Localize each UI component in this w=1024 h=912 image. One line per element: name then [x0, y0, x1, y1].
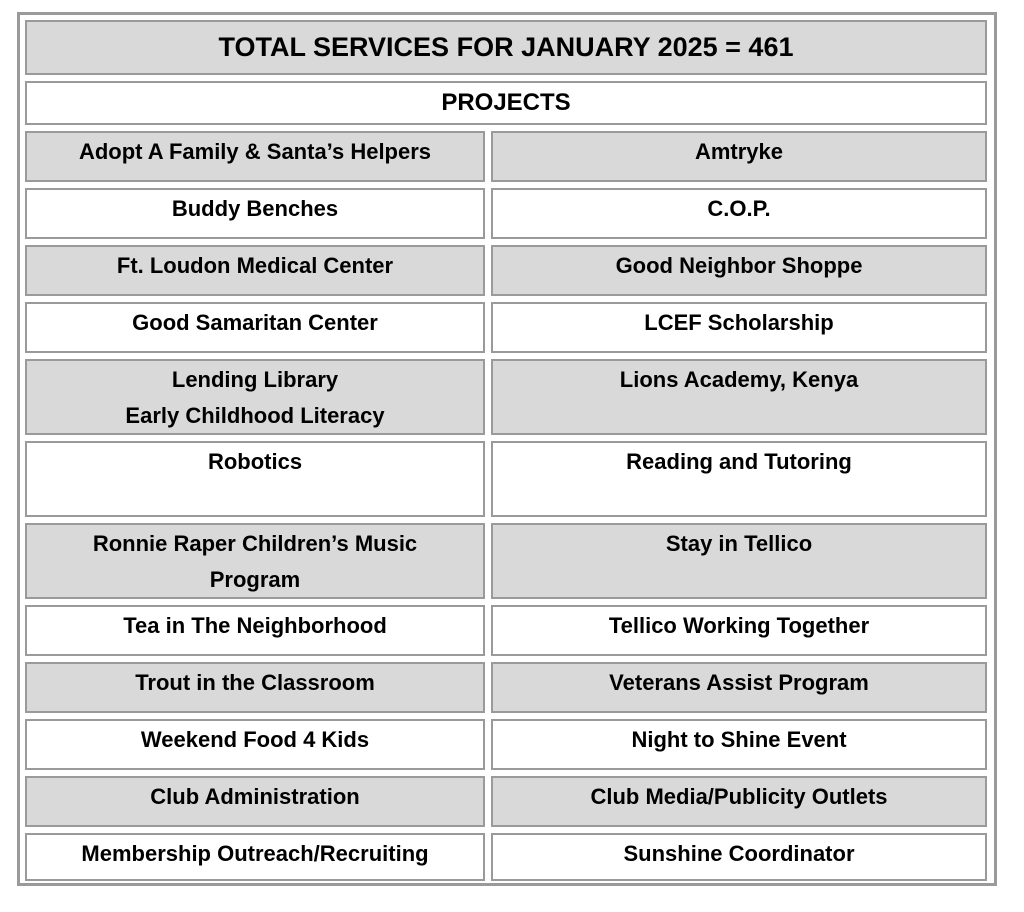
project-name: Lions Academy, Kenya — [619, 367, 859, 392]
project-name: Good Neighbor Shoppe — [615, 253, 863, 278]
project-cell — [491, 359, 987, 435]
project-name: Night to Shine Event — [631, 727, 847, 752]
project-name: Amtryke — [694, 139, 784, 164]
project-cell — [25, 302, 485, 353]
project-cell — [25, 523, 485, 599]
project-name: Sunshine Coordinator — [623, 841, 855, 866]
project-name: Club Media/Publicity Outlets — [590, 784, 888, 809]
project-cell — [25, 188, 485, 239]
project-cell — [25, 833, 485, 881]
project-cell — [491, 719, 987, 770]
project-cell — [491, 245, 987, 296]
project-name: Stay in Tellico — [665, 531, 813, 556]
project-name: C.O.P. — [707, 196, 771, 221]
project-name: Lending Library — [171, 367, 339, 392]
project-name: LCEF Scholarship — [644, 310, 834, 335]
project-name: Club Administration — [150, 784, 360, 809]
project-name: Adopt A Family & Santa’s Helpers — [78, 139, 432, 164]
project-cell — [25, 776, 485, 827]
project-cell — [491, 833, 987, 881]
project-name: Ronnie Raper Children’s Music — [92, 531, 418, 556]
project-name: Ft. Loudon Medical Center — [116, 253, 394, 278]
table-title — [25, 20, 987, 75]
project-cell — [25, 441, 485, 517]
section-header — [25, 81, 987, 125]
project-cell — [25, 662, 485, 713]
project-cell — [25, 131, 485, 182]
project-name: Reading and Tutoring — [626, 449, 852, 474]
project-name: Tellico Working Together — [608, 613, 870, 638]
project-cell — [491, 302, 987, 353]
title-text: TOTAL SERVICES FOR JANUARY 2025 = 461 — [218, 32, 794, 62]
project-name: Membership Outreach/Recruiting — [81, 841, 429, 866]
project-cell — [491, 523, 987, 599]
section-header-text: PROJECTS — [441, 89, 571, 116]
project-name: Trout in the Classroom — [135, 670, 375, 695]
project-cell — [491, 776, 987, 827]
project-cell — [491, 131, 987, 182]
project-name: Early Childhood Literacy — [125, 403, 385, 428]
services-table — [17, 12, 997, 886]
project-cell — [491, 605, 987, 656]
project-cell — [25, 605, 485, 656]
project-name: Buddy Benches — [171, 196, 339, 221]
project-cell — [491, 441, 987, 517]
project-cell — [25, 359, 485, 435]
project-cell — [25, 245, 485, 296]
project-cell — [491, 662, 987, 713]
project-cell — [25, 719, 485, 770]
project-name: Weekend Food 4 Kids — [140, 727, 370, 752]
project-name: Robotics — [207, 449, 303, 474]
project-cell — [491, 188, 987, 239]
project-name: Tea in The Neighborhood — [123, 613, 387, 638]
project-name: Veterans Assist Program — [609, 670, 869, 695]
project-name: Good Samaritan Center — [132, 310, 378, 335]
project-name: Program — [209, 567, 301, 592]
